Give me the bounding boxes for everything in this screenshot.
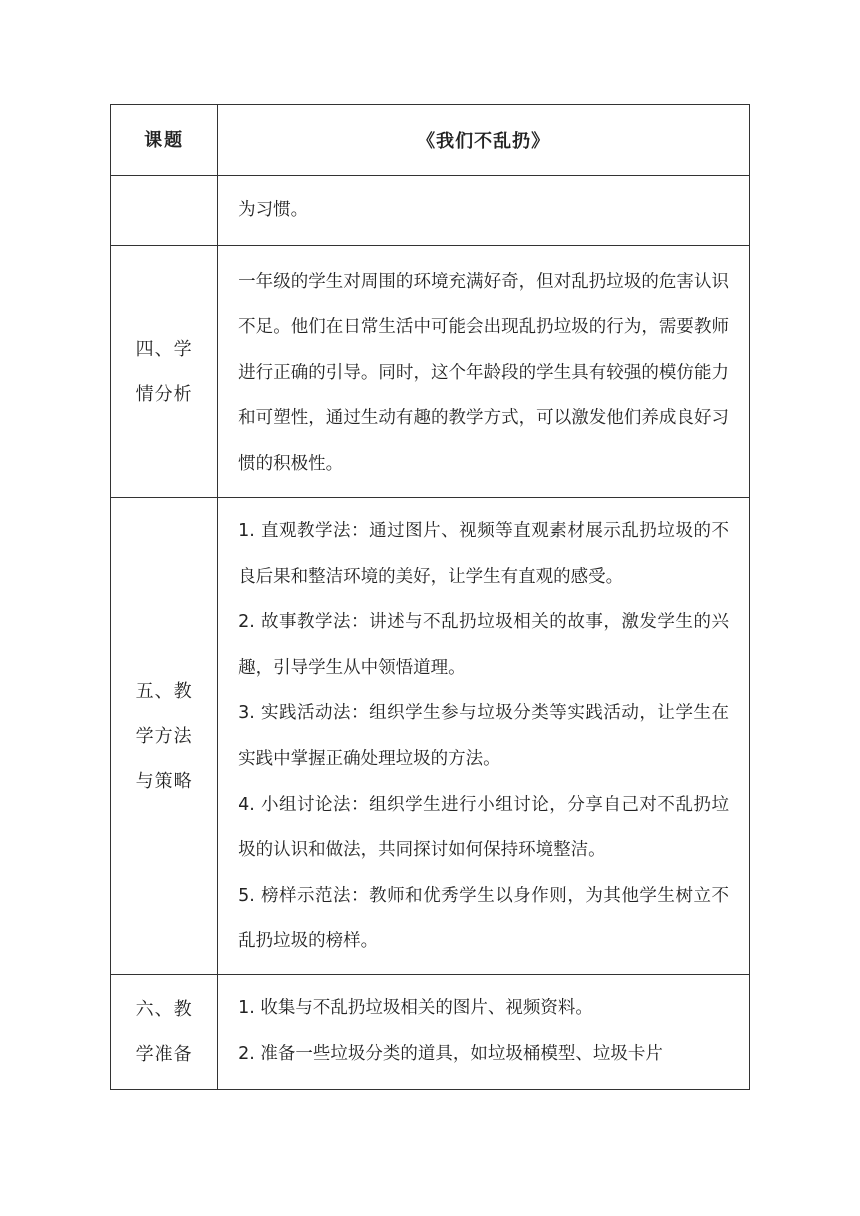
teaching-preparation-label-line2: 学准备 [135, 1044, 193, 1065]
student-analysis-text: 一年级的学生对周围的环境充满好奇，但对乱扔垃圾的危害认识不足。他们在日常生活中可能会出现乱扔垃圾的行为，需要教师进行正确的引导。同时，这个年龄段的学生具有较强的模仿能力和可塑性，通过生动有趣的教学方式，可以激发他们养成良好习惯的积极性。 [218, 246, 750, 498]
student-analysis-label-line1: 四、学 [135, 338, 193, 360]
preparation-item: 2. 准备一些垃圾分类的道具，如垃圾桶模型、垃圾卡片 [238, 1044, 663, 1064]
student-analysis-label [111, 246, 218, 498]
method-item: 1. 直观教学法：通过图片、视频等直观素材展示乱扔垃圾的不良后果和整洁环境的美好，让学生有直观的感受。 [238, 521, 729, 587]
teaching-preparation-label-line1: 六、教 [135, 999, 193, 1020]
topic-label: 课题 [111, 105, 218, 176]
teaching-preparation-label [111, 975, 218, 1090]
teaching-preparation-content [218, 975, 750, 1090]
teaching-methods-label-line2: 学方法 [135, 725, 193, 747]
method-item: 3. 实践活动法：组织学生参与垃圾分类等实践活动，让学生在实践中掌握正确处理垃圾的方法。 [238, 703, 729, 769]
preparation-item: 1. 收集与不乱扔垃圾相关的图片、视频资料。 [238, 998, 593, 1019]
method-item: 4. 小组讨论法：组织学生进行小组讨论，分享自己对不乱扔垃圾的认识和做法，共同探讨如何保持环境整洁。 [238, 794, 729, 861]
continuation-row [111, 176, 750, 246]
method-item: 5. 榜样示范法：教师和优秀学生以身作则，为其他学生树立不乱扔垃圾的榜样。 [238, 885, 729, 952]
lesson-title: 《我们不乱扔》 [218, 105, 750, 176]
teaching-methods-label-line3: 与策略 [135, 770, 193, 792]
teaching-methods-row [111, 498, 750, 975]
table-header-row [111, 105, 750, 176]
student-analysis-label-line2: 情分析 [135, 383, 193, 405]
teaching-methods-label [111, 498, 218, 975]
continuation-label [111, 176, 218, 246]
teaching-preparation-row [111, 975, 750, 1090]
continuation-text: 为习惯。 [218, 176, 750, 246]
teaching-methods-label-line1: 五、教 [135, 680, 193, 702]
lesson-plan-table [110, 104, 750, 1090]
teaching-methods-content [218, 498, 750, 975]
method-item: 2. 故事教学法：讲述与不乱扔垃圾相关的故事，激发学生的兴趣，引导学生从中领悟道理。 [238, 612, 729, 678]
student-analysis-row [111, 246, 750, 498]
